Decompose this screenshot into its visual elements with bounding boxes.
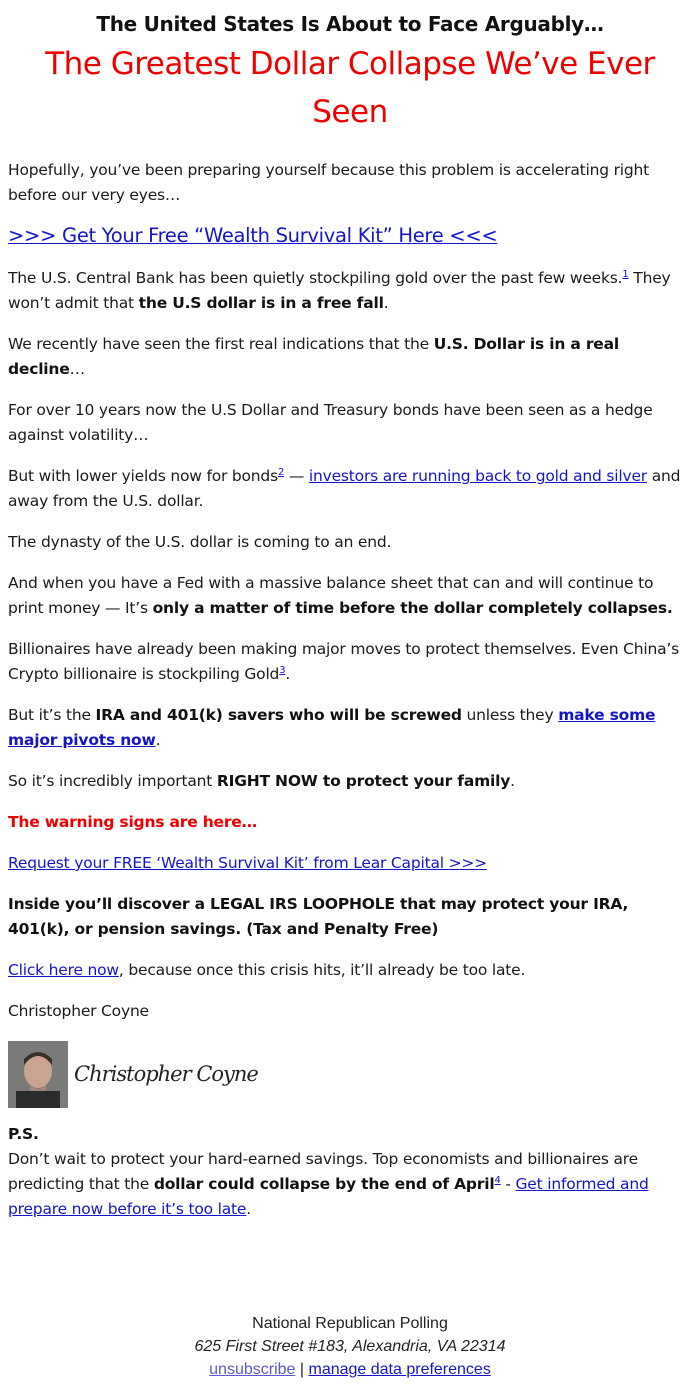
ps-paragraph: Don’t wait to protect your hard-earned savings. Top economists and billionaires are predicting that the dollar could collapse by the end of April$^4$ - Get informed and prepare now before it’s too late. bbox=[8, 1150, 649, 1218]
paragraph-bonds: But with lower yields now for bonds$^2$ — investors are running back to gold and silver and away from the U.S. dollar. bbox=[8, 466, 681, 510]
paragraph-protect-family: So it’s incredibly important RIGHT NOW to protect your family. bbox=[8, 772, 515, 790]
paragraph-ira-savers: But it’s the IRA and 401(k) savers who will be screwed unless they make some major pivots now. bbox=[8, 706, 656, 749]
paragraph-dynasty: The dynasty of the U.S. dollar is coming to an end. bbox=[8, 533, 392, 551]
headline: The Greatest Dollar Collapse We’ve Ever Seen bbox=[45, 46, 655, 130]
pre-headline: The United States Is About to Face Arguably… bbox=[96, 12, 604, 36]
footer-links: unsubscribe | manage data preferences bbox=[209, 1361, 491, 1378]
intro-paragraph: Hopefully, you’ve been preparing yourself because this problem is accelerating right before our very eyes… bbox=[8, 161, 650, 204]
footnote-4-link[interactable]: 4 bbox=[494, 1174, 501, 1186]
ps-label: P.S. bbox=[8, 1125, 39, 1143]
warning-text: The warning signs are here… bbox=[8, 813, 257, 831]
sender-name: Christopher Coyne bbox=[8, 1002, 149, 1020]
handwritten-signature: Christopher Coyne bbox=[74, 1062, 258, 1086]
paragraph-billionaires: Billionaires have already been making major moves to protect themselves. Even China’s Crypto billionaire is stockpiling Gold$^3$. bbox=[8, 640, 680, 683]
loophole-paragraph: Inside you’ll discover a LEGAL IRS LOOPHOLE that may protect your IRA, 401(k), or pension savings. (Tax and Penalty Free) bbox=[8, 895, 629, 938]
request-cta-paragraph bbox=[8, 851, 692, 876]
footnote-2-link[interactable]: 2 bbox=[277, 466, 285, 478]
author-photo bbox=[8, 1041, 68, 1108]
request-kit-link[interactable]: Request your FREE ‘Wealth Survival Kit’ from Lear Capital >>> bbox=[8, 854, 487, 872]
footer-org: National Republican Polling bbox=[252, 1315, 448, 1332]
paragraph-central-bank: The U.S. Central Bank has been quietly stockpiling gold over the past few weeks.$^1$ They won’t admit that the U.S dollar is in a free fall. bbox=[8, 268, 671, 312]
click-here-paragraph: Click here now, because once this crisis hits, it’ll already be too late. bbox=[8, 961, 526, 979]
footnote-1-link[interactable]: 1 bbox=[622, 268, 629, 280]
manage-preferences-link[interactable]: manage data preferences bbox=[308, 1361, 491, 1378]
get-informed-link[interactable]: Get informed and prepare now before it’s too late bbox=[8, 1175, 649, 1218]
major-pivots-link[interactable]: make some major pivots now bbox=[8, 706, 656, 749]
footnote-3-link[interactable]: 3 bbox=[279, 664, 286, 676]
cta-top-paragraph bbox=[8, 222, 692, 250]
signature-row bbox=[8, 1040, 692, 1108]
footer bbox=[8, 1312, 692, 1381]
email-body bbox=[0, 10, 700, 1381]
paragraph-fed: And when you have a Fed with a massive balance sheet that can and will continue to print money — It’s only a matter of time before the dollar completely collapses. bbox=[8, 574, 673, 617]
unsubscribe-link[interactable]: unsubscribe bbox=[209, 1361, 296, 1378]
click-here-link[interactable]: Click here now bbox=[8, 961, 119, 979]
gold-silver-link[interactable]: investors are running back to gold and silver bbox=[308, 467, 647, 485]
footer-address: 625 First Street #183, Alexandria, VA 22314 bbox=[194, 1338, 506, 1355]
wealth-kit-cta-link[interactable]: >>> Get Your Free “Wealth Survival Kit” Here <<< bbox=[8, 224, 498, 247]
paragraph-hedge: For over 10 years now the U.S Dollar and Treasury bonds have been seen as a hedge against volatility… bbox=[8, 401, 653, 444]
paragraph-decline: We recently have seen the first real indications that the U.S. Dollar is in a real decline… bbox=[8, 335, 619, 378]
